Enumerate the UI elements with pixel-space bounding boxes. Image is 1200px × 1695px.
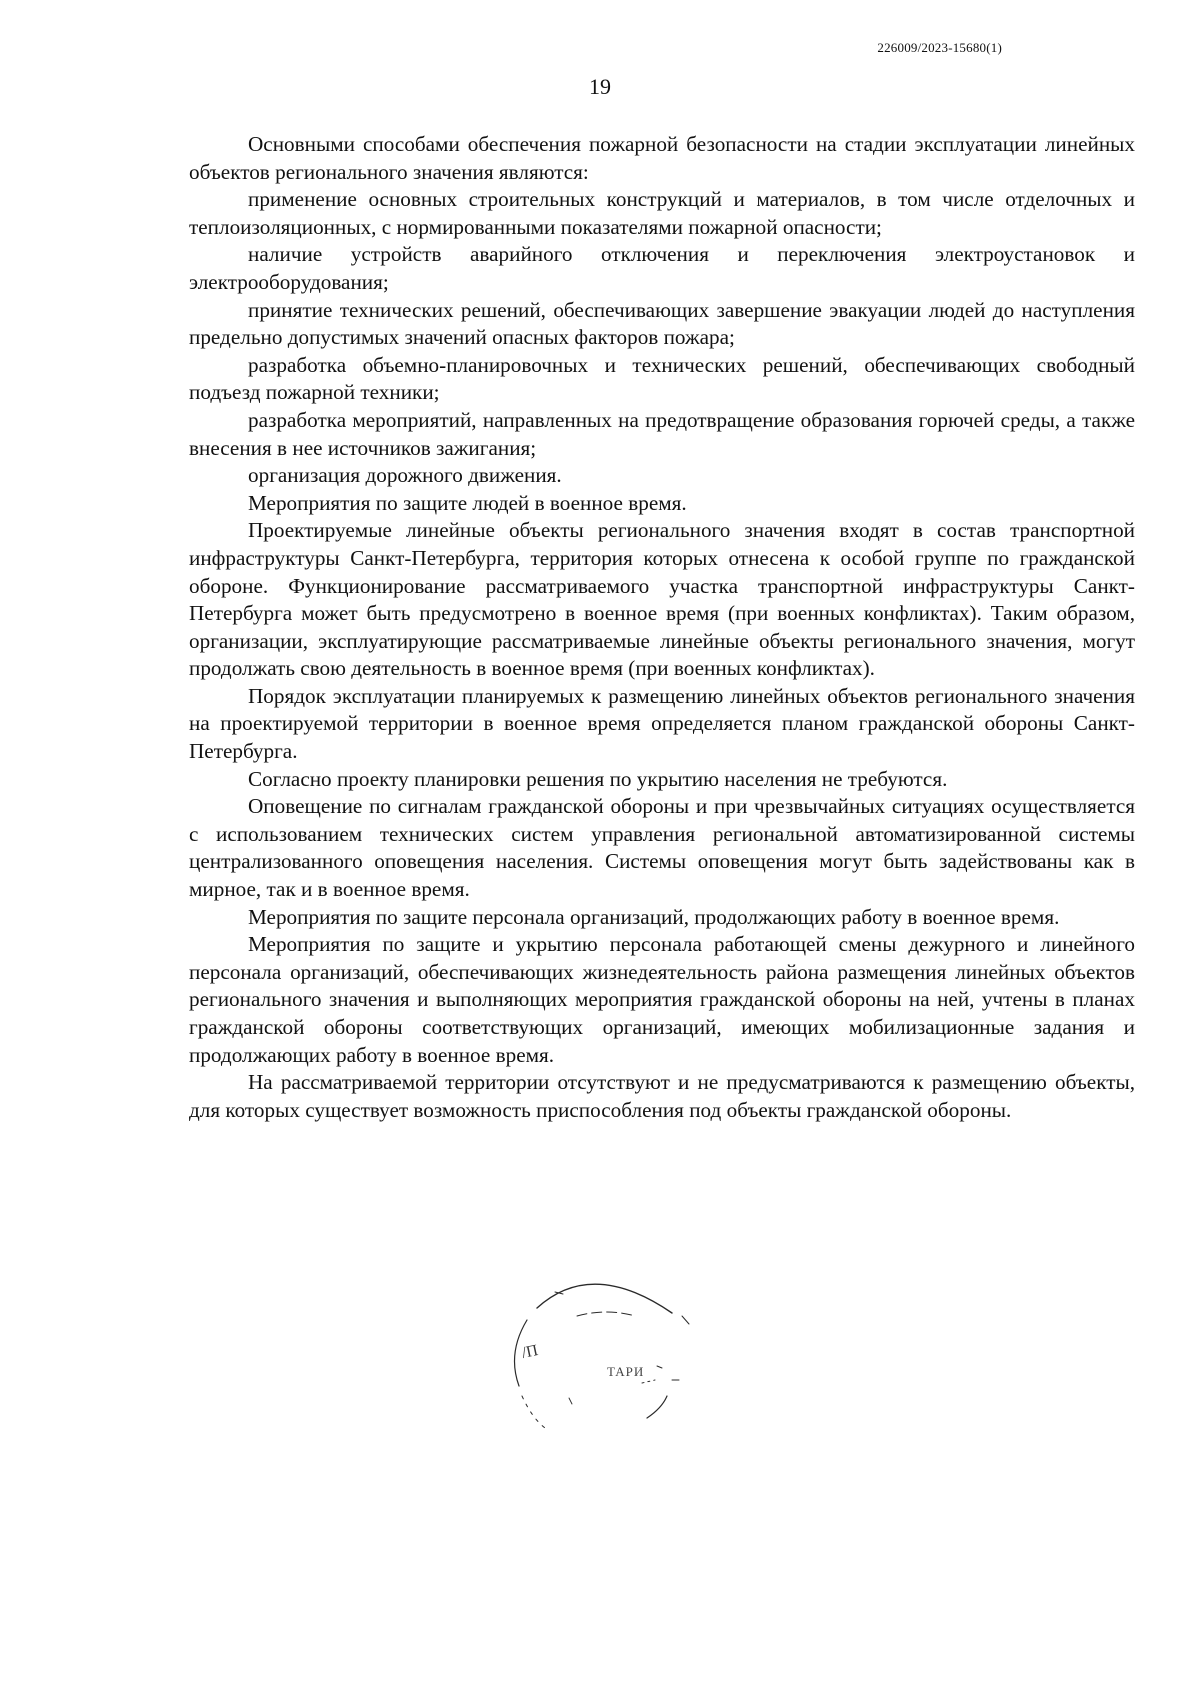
paragraph: применение основных строительных конструкций и материалов, в том числе отделочных и теплоизоляционных, с нормированными показателями пожарной опасности; <box>189 187 1135 239</box>
paragraph: разработка объемно-планировочных и технических решений, обеспечивающих свободный подъезд пожарной техники; <box>189 352 1135 405</box>
paragraph: Порядок эксплуатации планируемых к размещению линейных объектов регионального значения на проектируемой территории в военное время определяется планом гражданской обороны Санкт-Петербурга. <box>189 683 1135 764</box>
paragraph: Проектируемые линейные объекты регионального значения входят в состав транспортной инфраструктуры Санкт-Петербурга, территория которых отнесена к особой группе по гражданской обороне. Функционирование рассматриваемого участка транспортной инфраструктуры Санкт-Петербурга может быть предусмотрено в военное время (при военных конфликтах). Таким образом, организации, эксплуатирующие рассматриваемые линейные объекты регионального значения, могут продолжать свою деятельность в военное время (при военных конфликтах). <box>189 518 1135 681</box>
paragraph: Основными способами обеспечения пожарной безопасности на стадии эксплуатации линейных объектов регионального значения являются: <box>189 132 1135 184</box>
document-number: 226009/2023-15680(1) <box>877 40 1002 55</box>
paragraph: принятие технических решений, обеспечивающих завершение эвакуации людей до наступления предельно допустимых значений опасных факторов пожара; <box>189 297 1135 350</box>
paragraph: Оповещение по сигналам гражданской обороны и при чрезвычайных ситуациях осуществляется с использованием технических систем управления региональной автоматизированной системы централизованного оповещения населения. Системы оповещения могут быть задействованы как в мирное, так и в военное время. <box>189 794 1135 902</box>
paragraph: организация дорожного движения. <box>248 463 562 488</box>
document-body <box>189 131 1135 1124</box>
paragraph: Мероприятия по защите людей в военное время. <box>248 490 687 515</box>
paragraph: Мероприятия по защите персонала организаций, продолжающих работу в военное время. <box>248 904 1060 929</box>
paragraph: наличие устройств аварийного отключения и переключения электроустановок и электрооборудования; <box>189 242 1135 294</box>
stamp-fragment: ТАРИ <box>607 1364 645 1379</box>
paragraph: На рассматриваемой территории отсутствуют и не предусматриваются к размещению объекты, для которых существует возможность приспособления под объекты гражданской обороны. <box>189 1070 1135 1122</box>
paragraph: Согласно проекту планировки решения по укрытию населения не требуются. <box>248 766 948 791</box>
faded-stamp-seal <box>497 1268 727 1458</box>
paragraph: Мероприятия по защите и укрытию персонала работающей смены дежурного и линейного персонала организаций, обеспечивающих жизнедеятельность района размещения линейных объектов регионального значения и выполняющих мероприятия гражданской обороны на ней, учтены в планах гражданской обороны соответствующих организаций, имеющих мобилизационные задания и продолжающих работу в военное время. <box>189 932 1135 1067</box>
stamp-fragment: /П <box>520 1341 540 1362</box>
paragraph: разработка мероприятий, направленных на предотвращение образования горючей среды, а также внесения в нее источников зажигания; <box>189 407 1135 460</box>
page-number: 19 <box>589 74 611 99</box>
